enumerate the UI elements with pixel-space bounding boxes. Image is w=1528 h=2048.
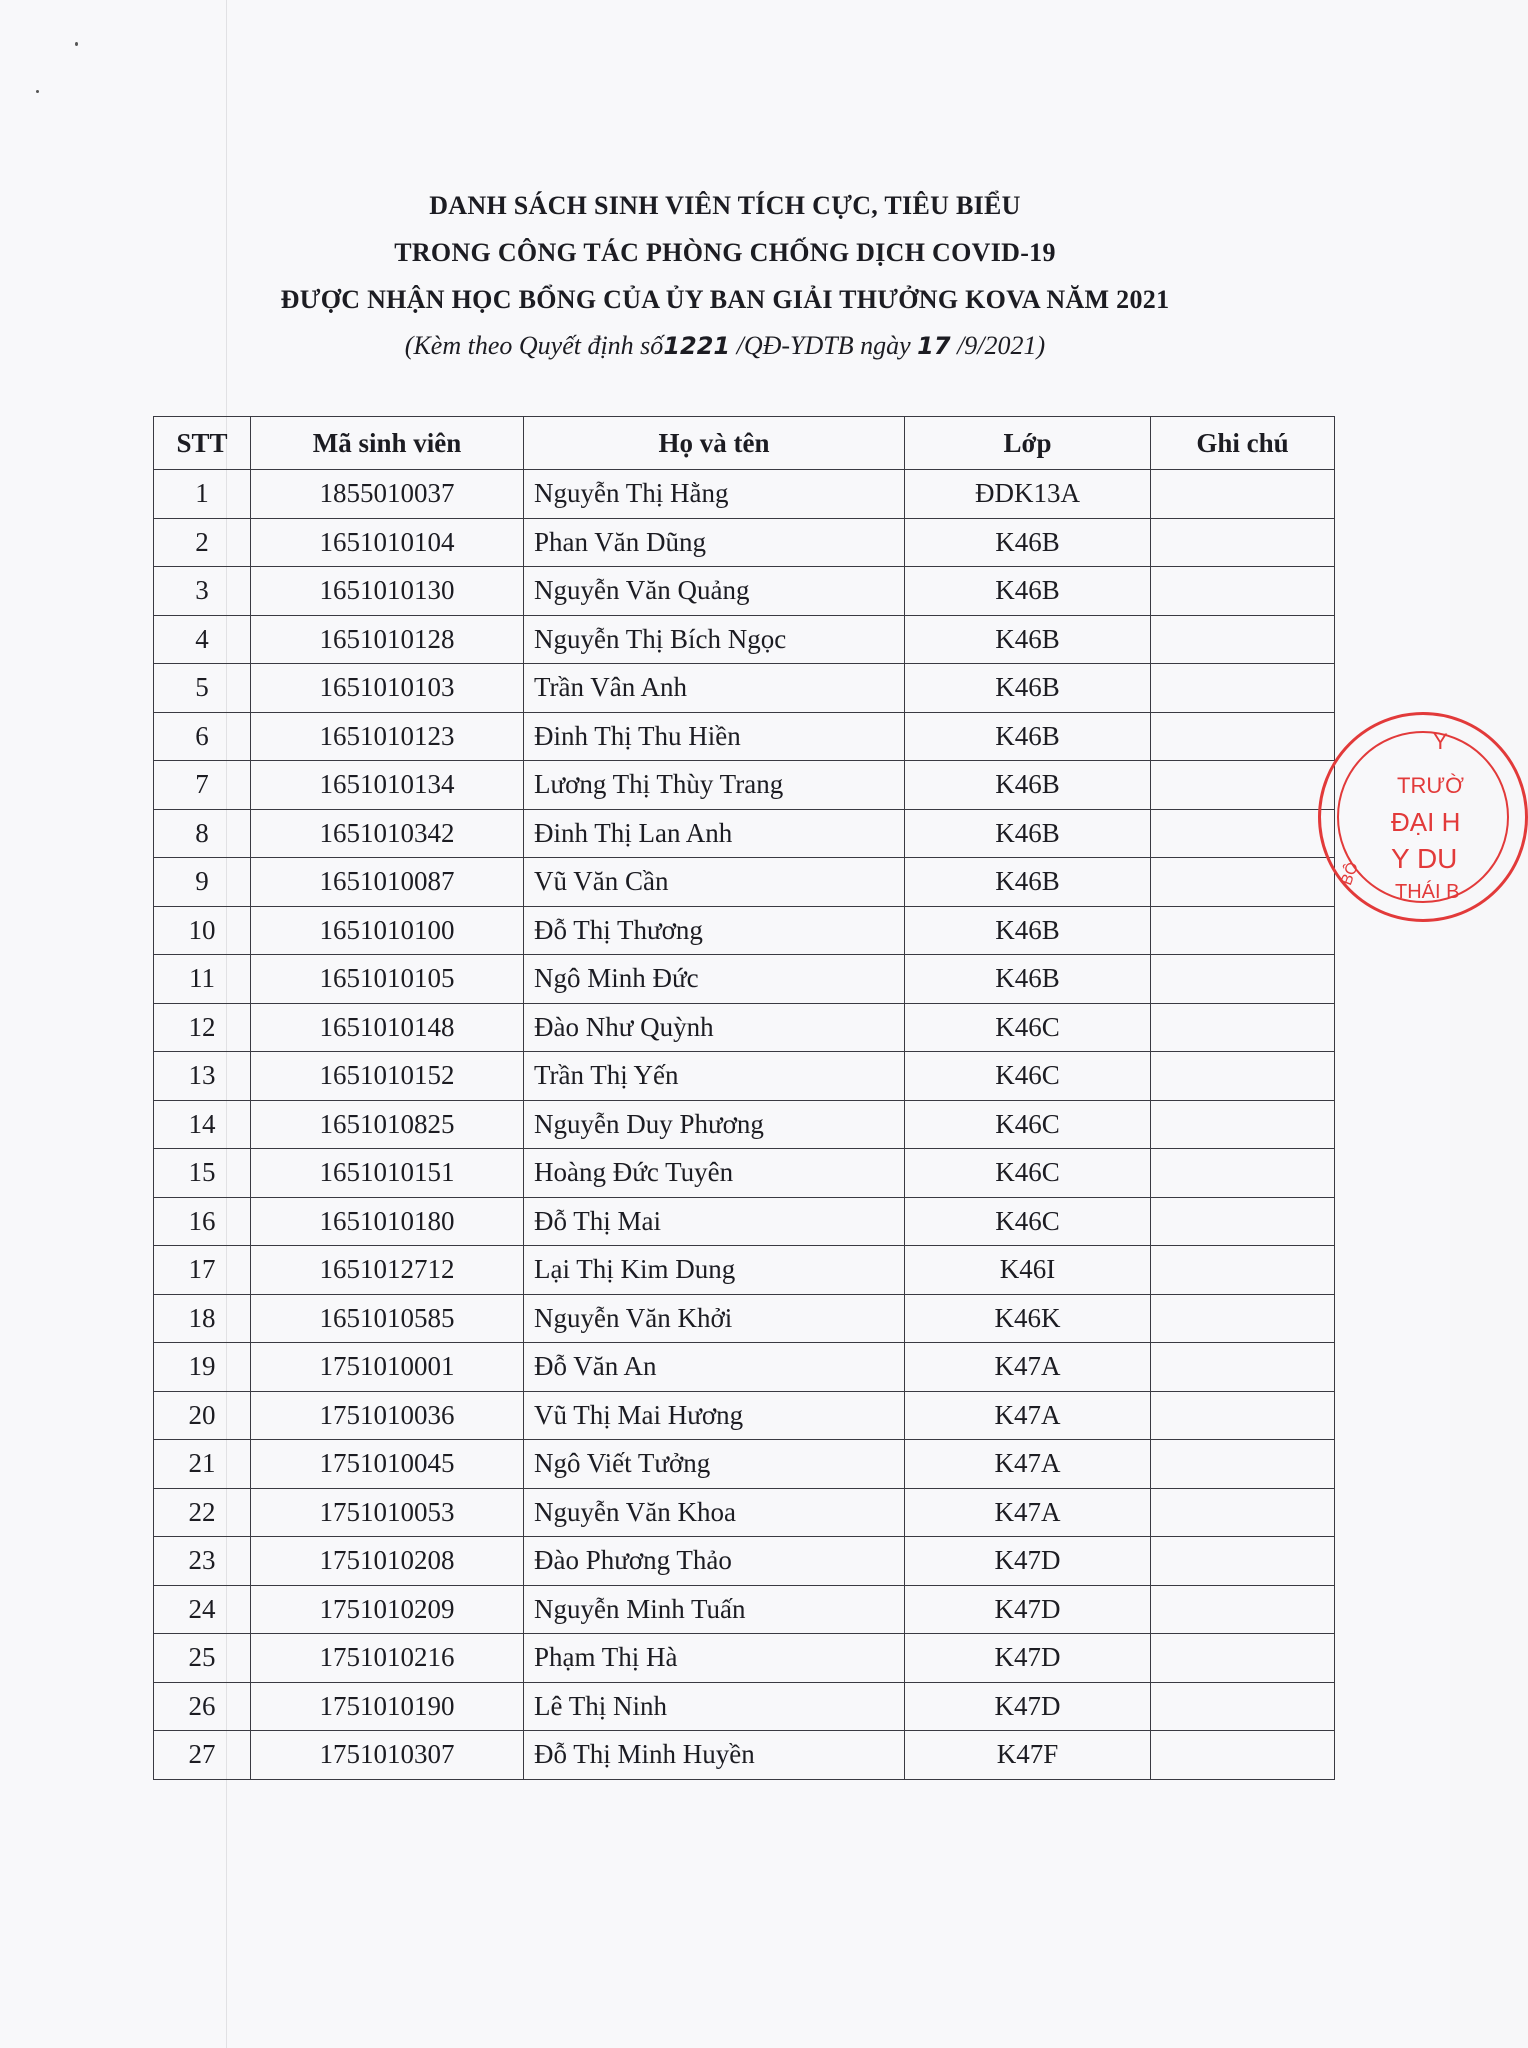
cell-stt: 26 bbox=[154, 1682, 251, 1731]
cell-note bbox=[1151, 906, 1335, 955]
table-row bbox=[154, 470, 1335, 519]
student-table bbox=[153, 416, 1335, 1780]
seal-line-4: THÁI B bbox=[1395, 881, 1460, 903]
cell-student-id: 1651010104 bbox=[251, 518, 524, 567]
cell-note bbox=[1151, 955, 1335, 1004]
table-row bbox=[154, 664, 1335, 713]
cell-class: K46K bbox=[905, 1294, 1151, 1343]
seal-line-1: TRƯỜ bbox=[1397, 773, 1464, 798]
cell-note bbox=[1151, 858, 1335, 907]
cell-class: K46C bbox=[905, 1149, 1151, 1198]
cell-note bbox=[1151, 1100, 1335, 1149]
cell-class: K46B bbox=[905, 761, 1151, 810]
table-row bbox=[154, 809, 1335, 858]
cell-class: K46B bbox=[905, 906, 1151, 955]
official-seal bbox=[1318, 712, 1528, 922]
cell-student-id: 1651012712 bbox=[251, 1246, 524, 1295]
cell-full-name: Đỗ Văn An bbox=[524, 1343, 905, 1392]
cell-class: K46C bbox=[905, 1100, 1151, 1149]
table-row bbox=[154, 1294, 1335, 1343]
table-body bbox=[154, 470, 1335, 1780]
cell-stt: 20 bbox=[154, 1391, 251, 1440]
cell-class: K46C bbox=[905, 1003, 1151, 1052]
cell-student-id: 1751010307 bbox=[251, 1731, 524, 1780]
cell-stt: 4 bbox=[154, 615, 251, 664]
title-block bbox=[140, 182, 1310, 369]
cell-note bbox=[1151, 567, 1335, 616]
cell-stt: 15 bbox=[154, 1149, 251, 1198]
table-row bbox=[154, 1391, 1335, 1440]
cell-class: K47D bbox=[905, 1585, 1151, 1634]
table-row bbox=[154, 1488, 1335, 1537]
cell-note bbox=[1151, 1246, 1335, 1295]
cell-student-id: 1751010190 bbox=[251, 1682, 524, 1731]
cell-stt: 9 bbox=[154, 858, 251, 907]
header-note: Ghi chú bbox=[1151, 417, 1335, 470]
cell-student-id: 1751010001 bbox=[251, 1343, 524, 1392]
seal-line-3: Y DU bbox=[1391, 843, 1458, 874]
cell-class: K46B bbox=[905, 712, 1151, 761]
table-row bbox=[154, 1003, 1335, 1052]
cell-class: K47D bbox=[905, 1537, 1151, 1586]
seal-side-text: BỘ bbox=[1338, 860, 1363, 888]
cell-stt: 19 bbox=[154, 1343, 251, 1392]
cell-note bbox=[1151, 1731, 1335, 1780]
cell-student-id: 1651010100 bbox=[251, 906, 524, 955]
cell-note bbox=[1151, 1294, 1335, 1343]
cell-student-id: 1651010123 bbox=[251, 712, 524, 761]
title-line-2: TRONG CÔNG TÁC PHÒNG CHỐNG DỊCH COVID-19 bbox=[394, 238, 1056, 267]
cell-note bbox=[1151, 518, 1335, 567]
cell-full-name: Hoàng Đức Tuyên bbox=[524, 1149, 905, 1198]
cell-full-name: Trần Vân Anh bbox=[524, 664, 905, 713]
cell-class: K46B bbox=[905, 567, 1151, 616]
cell-student-id: 1651010087 bbox=[251, 858, 524, 907]
cell-stt: 17 bbox=[154, 1246, 251, 1295]
decision-prefix: (Kèm theo Quyết định số bbox=[404, 331, 664, 360]
table-row bbox=[154, 615, 1335, 664]
cell-student-id: 1751010036 bbox=[251, 1391, 524, 1440]
cell-note bbox=[1151, 1343, 1335, 1392]
cell-full-name: Nguyễn Duy Phương bbox=[524, 1100, 905, 1149]
cell-student-id: 1651010148 bbox=[251, 1003, 524, 1052]
cell-class: K46B bbox=[905, 955, 1151, 1004]
table-row bbox=[154, 1440, 1335, 1489]
table-row bbox=[154, 712, 1335, 761]
decision-number-handwritten: 1221 bbox=[663, 332, 731, 360]
cell-full-name: Lê Thị Ninh bbox=[524, 1682, 905, 1731]
seal-line-2: ĐẠI H bbox=[1391, 807, 1461, 837]
cell-stt: 1 bbox=[154, 470, 251, 519]
cell-student-id: 1651010180 bbox=[251, 1197, 524, 1246]
cell-full-name: Đinh Thị Lan Anh bbox=[524, 809, 905, 858]
cell-full-name: Đào Phương Thảo bbox=[524, 1537, 905, 1586]
scan-speck bbox=[36, 90, 39, 93]
cell-note bbox=[1151, 1537, 1335, 1586]
cell-stt: 8 bbox=[154, 809, 251, 858]
cell-note bbox=[1151, 1440, 1335, 1489]
cell-stt: 6 bbox=[154, 712, 251, 761]
cell-class: K46C bbox=[905, 1052, 1151, 1101]
cell-class: ĐDK13A bbox=[905, 470, 1151, 519]
cell-note bbox=[1151, 712, 1335, 761]
cell-full-name: Phan Văn Dũng bbox=[524, 518, 905, 567]
cell-class: K46B bbox=[905, 518, 1151, 567]
table-row bbox=[154, 1585, 1335, 1634]
cell-class: K46B bbox=[905, 858, 1151, 907]
cell-full-name: Nguyễn Văn Khoa bbox=[524, 1488, 905, 1537]
cell-class: K46B bbox=[905, 664, 1151, 713]
cell-student-id: 1751010053 bbox=[251, 1488, 524, 1537]
cell-full-name: Nguyễn Văn Khởi bbox=[524, 1294, 905, 1343]
cell-stt: 3 bbox=[154, 567, 251, 616]
cell-student-id: 1855010037 bbox=[251, 470, 524, 519]
cell-note bbox=[1151, 1197, 1335, 1246]
cell-note bbox=[1151, 615, 1335, 664]
table-row bbox=[154, 1731, 1335, 1780]
cell-full-name: Lại Thị Kim Dung bbox=[524, 1246, 905, 1295]
cell-stt: 27 bbox=[154, 1731, 251, 1780]
table-row bbox=[154, 858, 1335, 907]
cell-class: K47A bbox=[905, 1440, 1151, 1489]
cell-full-name: Nguyễn Minh Tuấn bbox=[524, 1585, 905, 1634]
cell-stt: 12 bbox=[154, 1003, 251, 1052]
cell-student-id: 1751010216 bbox=[251, 1634, 524, 1683]
cell-full-name: Ngô Minh Đức bbox=[524, 955, 905, 1004]
cell-note bbox=[1151, 809, 1335, 858]
cell-note bbox=[1151, 1149, 1335, 1198]
title-line-3: ĐƯỢC NHẬN HỌC BỔNG CỦA ỦY BAN GIẢI THƯỞNG KOVA NĂM 2021 bbox=[280, 285, 1170, 314]
table-header-row bbox=[154, 417, 1335, 470]
cell-student-id: 1651010130 bbox=[251, 567, 524, 616]
cell-student-id: 1651010825 bbox=[251, 1100, 524, 1149]
table-row bbox=[154, 1100, 1335, 1149]
cell-student-id: 1651010342 bbox=[251, 809, 524, 858]
cell-student-id: 1651010585 bbox=[251, 1294, 524, 1343]
cell-note bbox=[1151, 664, 1335, 713]
cell-note bbox=[1151, 1682, 1335, 1731]
seal-top-letter: Y bbox=[1433, 729, 1448, 754]
table-row bbox=[154, 761, 1335, 810]
table-row bbox=[154, 1634, 1335, 1683]
title-line-1: DANH SÁCH SINH VIÊN TÍCH CỰC, TIÊU BIỂU bbox=[429, 191, 1021, 220]
header-class: Lớp bbox=[905, 417, 1151, 470]
table-row bbox=[154, 955, 1335, 1004]
cell-stt: 7 bbox=[154, 761, 251, 810]
cell-class: K47A bbox=[905, 1391, 1151, 1440]
cell-student-id: 1751010208 bbox=[251, 1537, 524, 1586]
cell-full-name: Trần Thị Yến bbox=[524, 1052, 905, 1101]
cell-note bbox=[1151, 761, 1335, 810]
decision-day-handwritten: 17 bbox=[917, 332, 951, 360]
cell-stt: 18 bbox=[154, 1294, 251, 1343]
cell-note bbox=[1151, 470, 1335, 519]
cell-full-name: Nguyễn Thị Bích Ngọc bbox=[524, 615, 905, 664]
table-row bbox=[154, 518, 1335, 567]
cell-note bbox=[1151, 1585, 1335, 1634]
cell-class: K47A bbox=[905, 1343, 1151, 1392]
cell-student-id: 1751010209 bbox=[251, 1585, 524, 1634]
cell-student-id: 1751010045 bbox=[251, 1440, 524, 1489]
cell-student-id: 1651010103 bbox=[251, 664, 524, 713]
cell-full-name: Nguyễn Văn Quảng bbox=[524, 567, 905, 616]
cell-student-id: 1651010128 bbox=[251, 615, 524, 664]
cell-stt: 25 bbox=[154, 1634, 251, 1683]
cell-class: K46B bbox=[905, 615, 1151, 664]
header-stt: STT bbox=[154, 417, 251, 470]
decision-reference bbox=[140, 323, 1310, 369]
cell-stt: 22 bbox=[154, 1488, 251, 1537]
cell-note bbox=[1151, 1052, 1335, 1101]
cell-full-name: Lương Thị Thùy Trang bbox=[524, 761, 905, 810]
cell-stt: 23 bbox=[154, 1537, 251, 1586]
decision-middle: /QĐ-YDTB ngày bbox=[736, 331, 911, 360]
cell-class: K47F bbox=[905, 1731, 1151, 1780]
cell-note bbox=[1151, 1391, 1335, 1440]
header-student-id: Mã sinh viên bbox=[251, 417, 524, 470]
table-row bbox=[154, 1537, 1335, 1586]
table-row bbox=[154, 1246, 1335, 1295]
cell-stt: 13 bbox=[154, 1052, 251, 1101]
cell-full-name: Đinh Thị Thu Hiền bbox=[524, 712, 905, 761]
cell-student-id: 1651010105 bbox=[251, 955, 524, 1004]
cell-class: K46I bbox=[905, 1246, 1151, 1295]
cell-student-id: 1651010134 bbox=[251, 761, 524, 810]
cell-note bbox=[1151, 1488, 1335, 1537]
table-row bbox=[154, 567, 1335, 616]
cell-class: K47A bbox=[905, 1488, 1151, 1537]
cell-student-id: 1651010151 bbox=[251, 1149, 524, 1198]
cell-stt: 14 bbox=[154, 1100, 251, 1149]
header-full-name: Họ và tên bbox=[524, 417, 905, 470]
cell-class: K47D bbox=[905, 1634, 1151, 1683]
cell-note bbox=[1151, 1634, 1335, 1683]
table-row bbox=[154, 1197, 1335, 1246]
cell-stt: 10 bbox=[154, 906, 251, 955]
scan-speck bbox=[75, 42, 78, 46]
cell-stt: 2 bbox=[154, 518, 251, 567]
cell-stt: 5 bbox=[154, 664, 251, 713]
cell-full-name: Vũ Thị Mai Hương bbox=[524, 1391, 905, 1440]
table-row bbox=[154, 1343, 1335, 1392]
table-row bbox=[154, 1052, 1335, 1101]
cell-stt: 11 bbox=[154, 955, 251, 1004]
cell-stt: 21 bbox=[154, 1440, 251, 1489]
table-row bbox=[154, 1149, 1335, 1198]
cell-class: K46B bbox=[905, 809, 1151, 858]
cell-full-name: Nguyễn Thị Hằng bbox=[524, 470, 905, 519]
cell-stt: 16 bbox=[154, 1197, 251, 1246]
table-row bbox=[154, 906, 1335, 955]
cell-full-name: Vũ Văn Cần bbox=[524, 858, 905, 907]
cell-student-id: 1651010152 bbox=[251, 1052, 524, 1101]
cell-note bbox=[1151, 1003, 1335, 1052]
decision-suffix: /9/2021) bbox=[957, 331, 1046, 360]
cell-class: K47D bbox=[905, 1682, 1151, 1731]
cell-full-name: Đỗ Thị Mai bbox=[524, 1197, 905, 1246]
cell-full-name: Đỗ Thị Thương bbox=[524, 906, 905, 955]
cell-stt: 24 bbox=[154, 1585, 251, 1634]
cell-full-name: Ngô Viết Tưởng bbox=[524, 1440, 905, 1489]
table-row bbox=[154, 1682, 1335, 1731]
cell-class: K46C bbox=[905, 1197, 1151, 1246]
cell-full-name: Đào Như Quỳnh bbox=[524, 1003, 905, 1052]
cell-full-name: Phạm Thị Hà bbox=[524, 1634, 905, 1683]
cell-full-name: Đỗ Thị Minh Huyền bbox=[524, 1731, 905, 1780]
